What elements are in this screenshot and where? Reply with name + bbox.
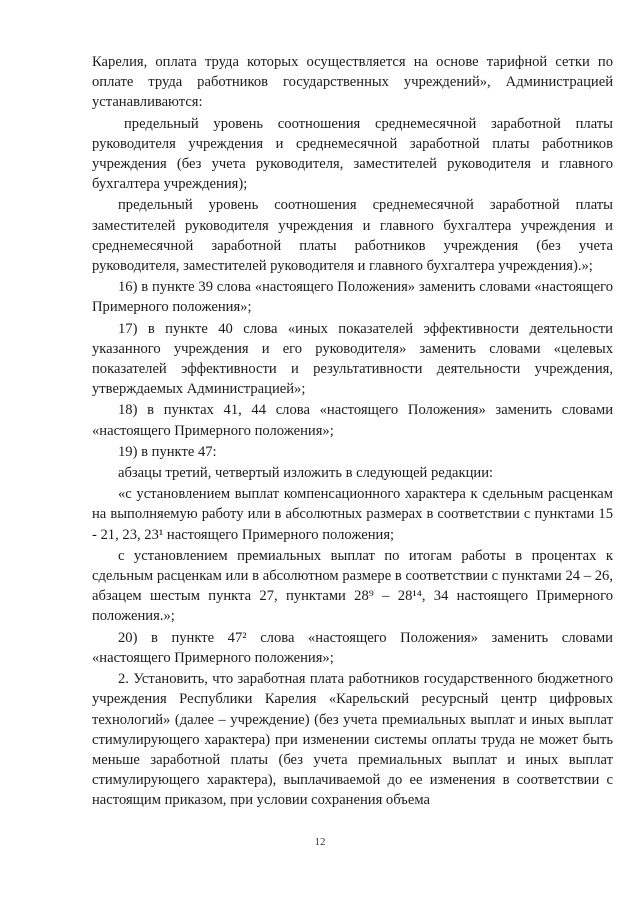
document-body: [92, 52, 613, 812]
paragraph: с установлением премиальных выплат по итогам работы в процентах к сдельным расценкам или в абсолютном размере в соответствии с пунктами 24 – 26, абзацем шестым пункта 27, пунктами 28⁹ – 28¹⁴, 34 настоящего Примерного положения.»;: [92, 547, 613, 625]
paragraph: Карелия, оплата труда которых осуществляется на основе тарифной сетки по оплате труда работников государственных учреждений», Администрацией устанавливаются:: [92, 54, 613, 111]
paragraph: абзацы третий, четвертый изложить в следующей редакции:: [118, 465, 494, 482]
paragraph: 2. Установить, что заработная плата работников государственного бюджетного учреждения Республики Карелия «Карельский ресурсный центр цифровых технологий» (далее – учреждение) (без учета премиальных выплат и иных выплат стимулирующего характера) при изменении системы оплаты труда не может быть меньше заработной платы (без учета премиальных выплат и иных выплат стимулирующего характера), выплачиваемой до ее изменения в соответствии с настоящим приказом, при условии сохранения объема: [92, 671, 613, 809]
paragraph: «с установлением выплат компенсационного характера к сдельным расценкам на выполняемую работу или в абсолютных размерах в соответствии с пунктами 15 - 21, 23, 23¹ настоящего Примерного положения;: [92, 486, 613, 543]
paragraph: 16) в пункте 39 слова «настоящего Положения» заменить словами «настоящего Примерного положения»;: [92, 279, 613, 316]
paragraph: предельный уровень соотношения среднемесячной заработной платы заместителей руководителя учреждения и главного бухгалтера учреждения и среднемесячной заработной платы работников учреждения (без учета руководителя, заместителей руководителя и главного бухгалтера учреждения).»;: [92, 197, 613, 275]
paragraph: 17) в пункте 40 слова «иных показателей эффективности деятельности указанного учреждения и его руководителя» заменить словами «целевых показателей эффективности и результативности деятельности учреждения, утверждаемых Администрацией»;: [92, 320, 613, 398]
paragraph: 19) в пункте 47:: [118, 443, 217, 460]
paragraph: 18) в пунктах 41, 44 слова «настоящего Положения» заменить словами «настоящего Примерного положения»;: [92, 402, 613, 439]
paragraph: предельный уровень соотношения среднемесячной заработной платы руководителя учреждения и среднемесячной заработной платы работников учреждения (без учета руководителя, заместителей руководителя и главного бухгалтера учреждения);: [92, 115, 613, 193]
page-number: 12: [314, 836, 326, 848]
paragraph: 20) в пункте 47² слова «настоящего Положения» заменить словами «настоящего Примерного положения»;: [92, 629, 613, 666]
